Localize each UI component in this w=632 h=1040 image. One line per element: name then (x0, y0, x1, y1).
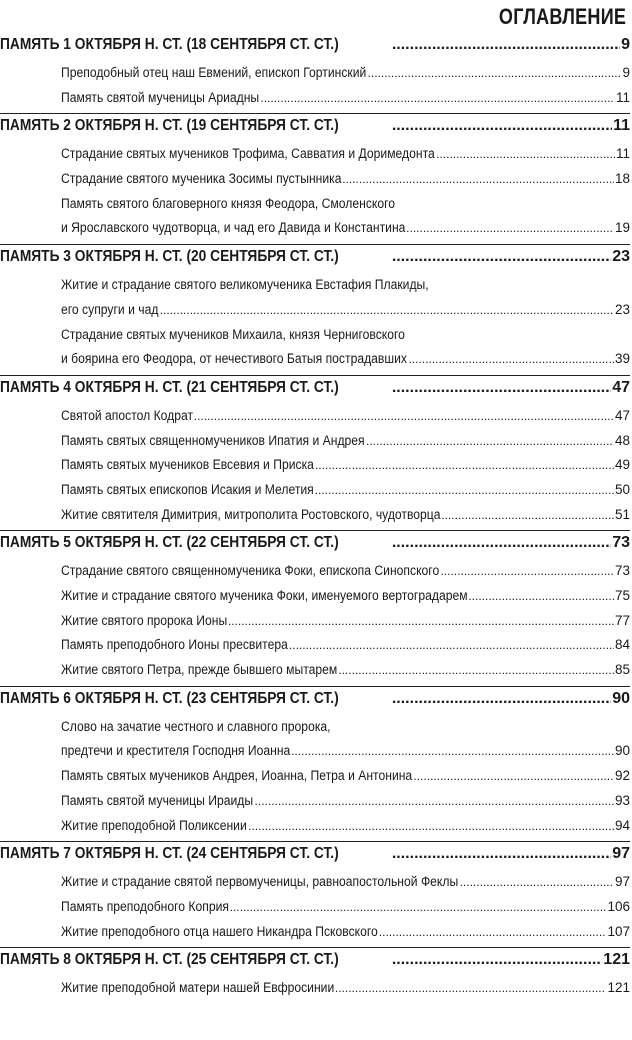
toc-section (0, 244, 630, 372)
dot-leader (194, 404, 614, 429)
entry-title: предтечи и крестителя Господня Иоанна (61, 743, 291, 759)
entry-page-number: 23 (614, 301, 630, 317)
entry-page-number: 84 (614, 637, 630, 653)
entry-title: Память преподобного Ионы пресвитера (61, 637, 288, 653)
dot-leader (260, 86, 615, 111)
entry-title-line[interactable] (0, 323, 630, 348)
section-heading[interactable] (0, 248, 630, 273)
toc-entry[interactable] (0, 920, 630, 945)
entry-title-line[interactable] (0, 192, 630, 217)
toc-entry[interactable] (0, 789, 630, 814)
toc-section (0, 686, 630, 838)
dot-leader (315, 453, 614, 478)
toc-entry[interactable] (0, 870, 630, 895)
toc-section (0, 947, 630, 1001)
section-heading-title: ПАМЯТЬ 4 ОКТЯБРЯ Н. СТ. (21 СЕНТЯБРЯ СТ. СТ.) (0, 378, 339, 396)
toc-entry[interactable] (0, 61, 630, 86)
dot-leader (392, 951, 602, 969)
entry-title: Житие преподобной Поликсении (61, 817, 247, 833)
entry-title-text: Житие и страдание святого великомученика Евстафия Плакиды, (61, 277, 429, 293)
dot-leader (440, 559, 614, 584)
dot-leader (379, 920, 607, 945)
toc-entry[interactable] (0, 86, 630, 111)
entry-page-number: 97 (614, 874, 630, 890)
entry-title: Житие и страдание святого мученика Фоки, именуемого вертоградарем (61, 588, 468, 603)
dot-leader (368, 61, 622, 86)
entry-title-line[interactable] (0, 273, 630, 298)
toc-entry[interactable] (0, 559, 630, 584)
dot-leader (248, 814, 614, 839)
page-title: ОГЛАВЛЕНИЕ (498, 4, 626, 29)
section-heading-title: ПАМЯТЬ 7 ОКТЯБРЯ Н. СТ. (24 СЕНТЯБРЯ СТ. СТ.) (0, 845, 339, 863)
section-page-number: 73 (612, 534, 630, 552)
entry-title: и Ярославского чудотворца, и чад его Давида и Константина (61, 220, 406, 236)
toc-entry[interactable] (0, 764, 630, 789)
toc-section (0, 841, 630, 944)
toc-entry[interactable] (0, 633, 630, 658)
dot-leader (408, 347, 614, 372)
entry-title: и боярина его Феодора, от нечестивого Батыя пострадавших (61, 351, 408, 367)
entry-title: Память святых священномучеников Ипатия и Андрея (61, 432, 365, 448)
entry-title: Святой апостол Кодрат (61, 407, 194, 423)
entry-title: Страдание святого священномученика Фоки, епископа Синопского (61, 563, 440, 579)
entry-title: Страдание святого мученика Зосимы пустынника (61, 171, 342, 187)
dot-leader (291, 739, 614, 764)
dot-leader (228, 609, 614, 634)
toc-entry[interactable] (0, 609, 630, 634)
table-of-contents (0, 36, 630, 1001)
entry-page-number: 48 (614, 432, 630, 448)
section-heading-title: ПАМЯТЬ 1 ОКТЯБРЯ Н. СТ. (18 СЕНТЯБРЯ СТ. СТ.) (0, 36, 339, 53)
dot-leader (413, 764, 614, 789)
section-heading[interactable] (0, 690, 630, 715)
section-page-number: 9 (621, 36, 630, 53)
entry-page-number: 11 (615, 146, 630, 162)
toc-entry[interactable] (0, 404, 630, 429)
dot-leader (338, 658, 614, 683)
dot-leader (392, 36, 620, 54)
entry-title-text: Слово на зачатие честного и славного пророка, (61, 718, 331, 734)
entry-page-number: 121 (607, 980, 630, 996)
entry-page-number: 77 (614, 612, 630, 628)
entry-page-number: 94 (614, 817, 630, 833)
section-page-number: 23 (612, 248, 630, 266)
entry-title: Память святой мученицы Ираиды (61, 792, 254, 808)
toc-entry[interactable] (0, 347, 630, 372)
toc-section (0, 375, 630, 527)
dot-leader (335, 976, 607, 1001)
entry-title: его супруги и чад (61, 301, 159, 317)
entry-page-number: 93 (614, 792, 630, 808)
entry-page-number: 85 (614, 662, 630, 678)
dot-leader (289, 633, 614, 658)
section-heading[interactable] (0, 951, 630, 976)
dot-leader (315, 478, 614, 503)
entry-title: Житие преподобного отца нашего Никандра Псковского (61, 923, 378, 939)
toc-section (0, 113, 630, 241)
toc-section (0, 36, 630, 110)
section-heading-title: ПАМЯТЬ 6 ОКТЯБРЯ Н. СТ. (23 СЕНТЯБРЯ СТ. СТ.) (0, 689, 339, 707)
toc-entry[interactable] (0, 658, 630, 683)
dot-leader (255, 789, 614, 814)
dot-leader (392, 690, 611, 708)
entry-title: Житие святителя Димитрия, митрополита Ростовского, чудотворца (61, 506, 441, 522)
entry-title: Память святых мучеников Евсевия и Приска (61, 457, 314, 473)
dot-leader (230, 895, 607, 920)
entry-page-number: 51 (614, 506, 630, 522)
entry-title: Житие святого Петра, прежде бывшего мытарем (61, 662, 338, 678)
section-heading-title: ПАМЯТЬ 2 ОКТЯБРЯ Н. СТ. (19 СЕНТЯБРЯ СТ. СТ.) (0, 117, 339, 135)
dot-leader (468, 584, 614, 609)
toc-entry[interactable] (0, 895, 630, 920)
toc-entry[interactable] (0, 453, 630, 478)
entry-title: Страдание святых мучеников Трофима, Савватия и Доримедонта (61, 146, 435, 162)
section-heading[interactable] (0, 117, 630, 142)
toc-entry[interactable] (0, 142, 630, 167)
dot-leader (160, 298, 614, 323)
section-heading[interactable] (0, 534, 630, 559)
entry-title-line[interactable] (0, 715, 630, 740)
entry-title: Память преподобного Коприя (61, 898, 229, 914)
entry-title: Житие и страдание святой первомученицы, равноапостольной Феклы (61, 874, 459, 890)
dot-leader (392, 117, 612, 135)
section-heading[interactable] (0, 379, 630, 404)
entry-page-number: 90 (614, 743, 630, 759)
entry-page-number: 107 (607, 923, 630, 939)
toc-entry[interactable] (0, 503, 630, 528)
dot-leader (436, 142, 615, 167)
section-heading-title: ПАМЯТЬ 5 ОКТЯБРЯ Н. СТ. (22 СЕНТЯБРЯ СТ. СТ.) (0, 534, 339, 552)
toc-section (0, 530, 630, 682)
dot-leader (392, 845, 611, 863)
entry-title: Память святых мучеников Андрея, Иоанна, Петра и Антонина (61, 768, 413, 784)
dot-leader (366, 429, 614, 454)
toc-entry[interactable] (0, 814, 630, 839)
entry-page-number: 47 (614, 407, 630, 423)
dot-leader (342, 167, 614, 192)
section-heading-title: ПАМЯТЬ 3 ОКТЯБРЯ Н. СТ. (20 СЕНТЯБРЯ СТ. СТ.) (0, 248, 339, 266)
entry-page-number: 19 (614, 220, 630, 236)
toc-entry[interactable] (0, 167, 630, 192)
entry-page-number: 75 (614, 588, 630, 603)
dot-leader (392, 248, 611, 266)
entry-page-number: 106 (607, 898, 630, 914)
entry-title: Житие преподобной матери нашей Евфросинии (61, 980, 335, 996)
section-page-number: 97 (612, 845, 630, 863)
dot-leader (392, 534, 611, 552)
entry-title-text: Память святого благоверного князя Феодора, Смоленского (61, 195, 396, 211)
entry-page-number: 18 (614, 171, 630, 187)
toc-entry[interactable] (0, 429, 630, 454)
entry-page-number: 39 (614, 351, 630, 367)
section-heading-title: ПАМЯТЬ 8 ОКТЯБРЯ Н. СТ. (25 СЕНТЯБРЯ СТ. СТ.) (0, 951, 339, 969)
entry-title: Преподобный отец наш Евмений, епископ Гортинский (61, 65, 367, 80)
section-page-number: 11 (613, 117, 630, 135)
section-page-number: 47 (612, 378, 630, 396)
dot-leader (406, 216, 614, 241)
toc-entry[interactable] (0, 478, 630, 503)
entry-page-number: 49 (614, 457, 630, 473)
section-page-number: 90 (612, 689, 630, 707)
dot-leader (392, 379, 611, 397)
entry-page-number: 73 (614, 563, 630, 579)
entry-page-number: 11 (615, 89, 630, 105)
entry-title: Память святых епископов Исакия и Мелетия (61, 481, 314, 497)
entry-title: Память святой мученицы Ариадны (61, 89, 260, 105)
toc-entry[interactable] (0, 584, 630, 609)
dot-leader (441, 503, 614, 528)
section-page-number: 121 (603, 951, 630, 969)
section-heading[interactable] (0, 845, 630, 870)
entry-page-number: 50 (614, 481, 630, 497)
entry-page-number: 92 (614, 768, 630, 784)
toc-entry[interactable] (0, 976, 630, 1001)
toc-entry[interactable] (0, 298, 630, 323)
toc-entry[interactable] (0, 216, 630, 241)
section-heading[interactable] (0, 36, 630, 61)
toc-entry[interactable] (0, 739, 630, 764)
dot-leader (460, 870, 614, 895)
entry-title-text: Страдание святых мучеников Михаила, князя Черниговского (61, 326, 405, 342)
entry-title: Житие святого пророка Ионы (61, 612, 228, 628)
entry-page-number: 9 (622, 65, 630, 80)
